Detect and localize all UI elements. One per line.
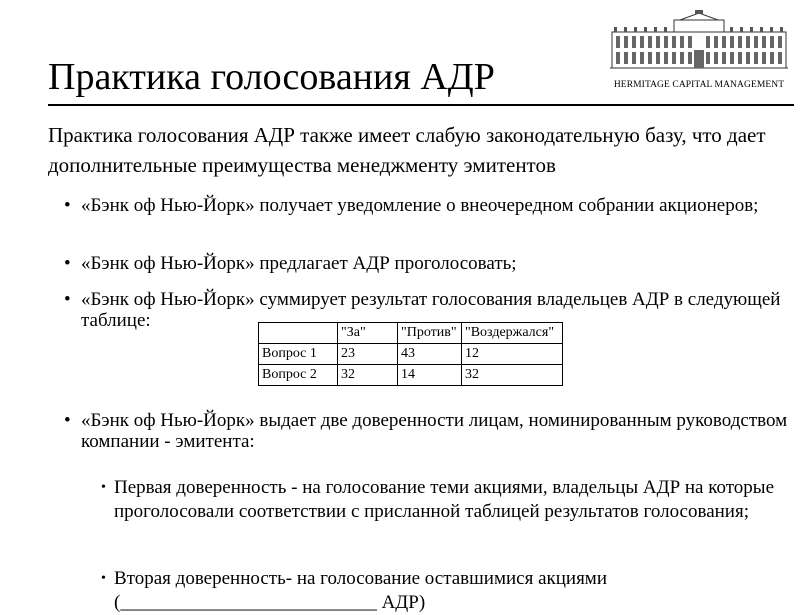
bullet-text: «Бэнк оф Нью-Йорк» выдает две доверенности лицам, номинированным руководством компании - эмитента:: [81, 410, 788, 452]
logo-caption: HERMITAGE CAPITAL MANAGEMENT: [613, 80, 785, 90]
page-title: Практика голосования АДР: [48, 56, 495, 98]
table-cell: 32: [338, 365, 398, 386]
table-header-cell: "Против": [398, 323, 462, 344]
sub-bullet-text: Первая доверенность - на голосование теми акциями, владельцы АДР на которые проголосовали соответствии с присланной таблицей результатов голосования;: [114, 477, 774, 522]
title-divider: [48, 104, 794, 106]
intro-paragraph: Практика голосования АДР также имеет слабую законодательную базу, что дает дополнительные преимущества менеджменту эмитентов: [48, 123, 766, 177]
table-cell: 12: [462, 344, 563, 365]
company-logo: [604, 10, 794, 92]
bullet-text: «Бэнк оф Нью-Йорк» суммирует результат голосования владельцев АДР в следующей таблице:: [81, 289, 781, 331]
bullet-icon: •: [64, 289, 71, 310]
table-header-cell: "Воздержался": [462, 323, 563, 344]
table-cell: 14: [398, 365, 462, 386]
bullet-text: «Бэнк оф Нью-Йорк» получает уведомление о внеочередном собрании акционеров;: [81, 195, 759, 216]
voting-results-table: [258, 322, 563, 386]
table-cell: 32: [462, 365, 563, 386]
table-row: [259, 344, 563, 365]
hermitage-building-icon: [610, 10, 788, 72]
table-header-cell: "За": [338, 323, 398, 344]
bullet-icon: •: [64, 195, 71, 216]
bullet-text: «Бэнк оф Нью-Йорк» предлагает АДР проголосовать;: [81, 253, 517, 274]
sub-bullet-item: [101, 476, 784, 524]
table-header-cell: [259, 323, 338, 344]
bullet-icon: •: [64, 410, 71, 431]
table-cell: Вопрос 2: [259, 365, 338, 386]
sub-bullet-text: Вторая доверенность- на голосование оставшимися акциями (___________________________ АДР): [114, 568, 607, 613]
table-cell: Вопрос 1: [259, 344, 338, 365]
table-row: [259, 365, 563, 386]
sub-bullet-icon: •: [101, 571, 106, 586]
bullet-item: [64, 195, 793, 216]
bullet-item: [64, 253, 793, 274]
sub-bullet-item: [101, 567, 784, 615]
bullet-item: [64, 410, 793, 452]
sub-bullet-icon: •: [101, 480, 106, 495]
table-header-row: [259, 323, 563, 344]
table-cell: 43: [398, 344, 462, 365]
bullet-icon: •: [64, 253, 71, 274]
table-cell: 23: [338, 344, 398, 365]
